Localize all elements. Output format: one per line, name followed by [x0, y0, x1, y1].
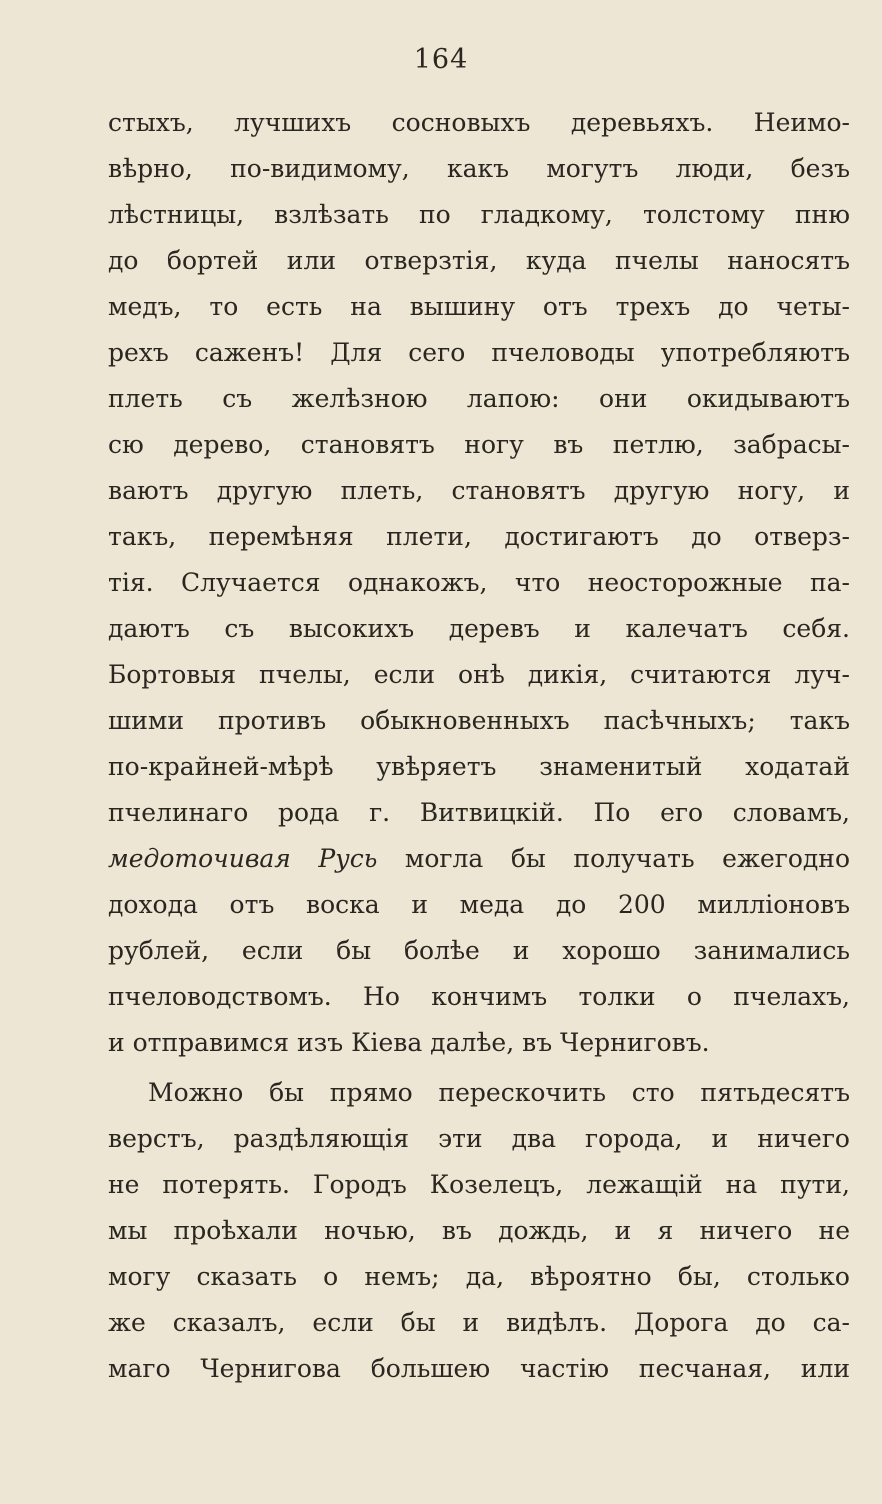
text-line: лѣстницы, взлѣзать по гладкому, толстому пню [108, 200, 850, 229]
text-line: рублей, если бы болѣе и хорошо занимались [108, 936, 850, 965]
text-line-with-italic [108, 836, 850, 882]
text-line: такъ, перемѣняя плети, достигаютъ до отверз- [108, 522, 850, 551]
italic-phrase: медоточивая Русь [108, 844, 378, 873]
text-line: же сказалъ, если бы и видѣлъ. Дорога до са- [108, 1308, 850, 1337]
text-line: ваютъ другую плеть, становятъ другую ногу, и [108, 476, 850, 505]
text-line: тія. Случается однакожъ, что неосторожные па- [108, 568, 850, 597]
text-line: Бортовыя пчелы, если онѣ дикія, считаются луч- [108, 660, 850, 689]
text-line: пчеловодствомъ. Но кончимъ толки о пчелахъ, [108, 982, 850, 1011]
text-line: и отправимся изъ Кіева далѣе, въ Черниговъ. [108, 1028, 710, 1057]
text-line: верстъ, раздѣляющія эти два города, и ничего [108, 1124, 850, 1153]
text-line: даютъ съ высокихъ деревъ и калечатъ себя. [108, 614, 850, 643]
text-line: шими противъ обыкновенныхъ пасѣчныхъ; такъ [108, 706, 850, 735]
text-line: рехъ саженъ! Для сего пчеловоды употребляютъ [108, 338, 850, 367]
text-line: мы проѣхали ночью, въ дождь, и я ничего не [108, 1216, 850, 1245]
text-line: сю дерево, становятъ ногу въ петлю, забрасы- [108, 430, 850, 459]
text-line: до бортей или отверзтія, куда пчелы наносятъ [108, 246, 850, 275]
text-line: могу сказать о немъ; да, вѣроятно бы, столько [108, 1262, 850, 1291]
text-line: медъ, то есть на вышину отъ трехъ до четы- [108, 292, 850, 321]
text-line: Можно бы прямо перескочить сто пятьдесятъ [148, 1078, 850, 1107]
text-line: вѣрно, по-видимому, какъ могутъ люди, безъ [108, 154, 850, 183]
body-text [108, 100, 850, 1392]
text-line: маго Чернигова большею частію песчаная, или [108, 1354, 850, 1383]
text-line: по-крайней-мѣрѣ увѣряетъ знаменитый ходатай [108, 752, 850, 781]
text-line: стыхъ, лучшихъ сосновыхъ деревьяхъ. Неимо- [108, 108, 850, 137]
text-line: дохода отъ воска и меда до 200 милліоновъ [108, 890, 850, 919]
text-line: не потерять. Городъ Козелецъ, лежащій на пути, [108, 1170, 850, 1199]
text-line: плеть съ желѣзною лапою: они окидываютъ [108, 384, 850, 413]
text-line: пчелинаго рода г. Витвицкій. По его словамъ, [108, 798, 850, 827]
text-span: могла бы получать ежегодно [377, 844, 850, 873]
page-number: 164 [413, 44, 469, 75]
